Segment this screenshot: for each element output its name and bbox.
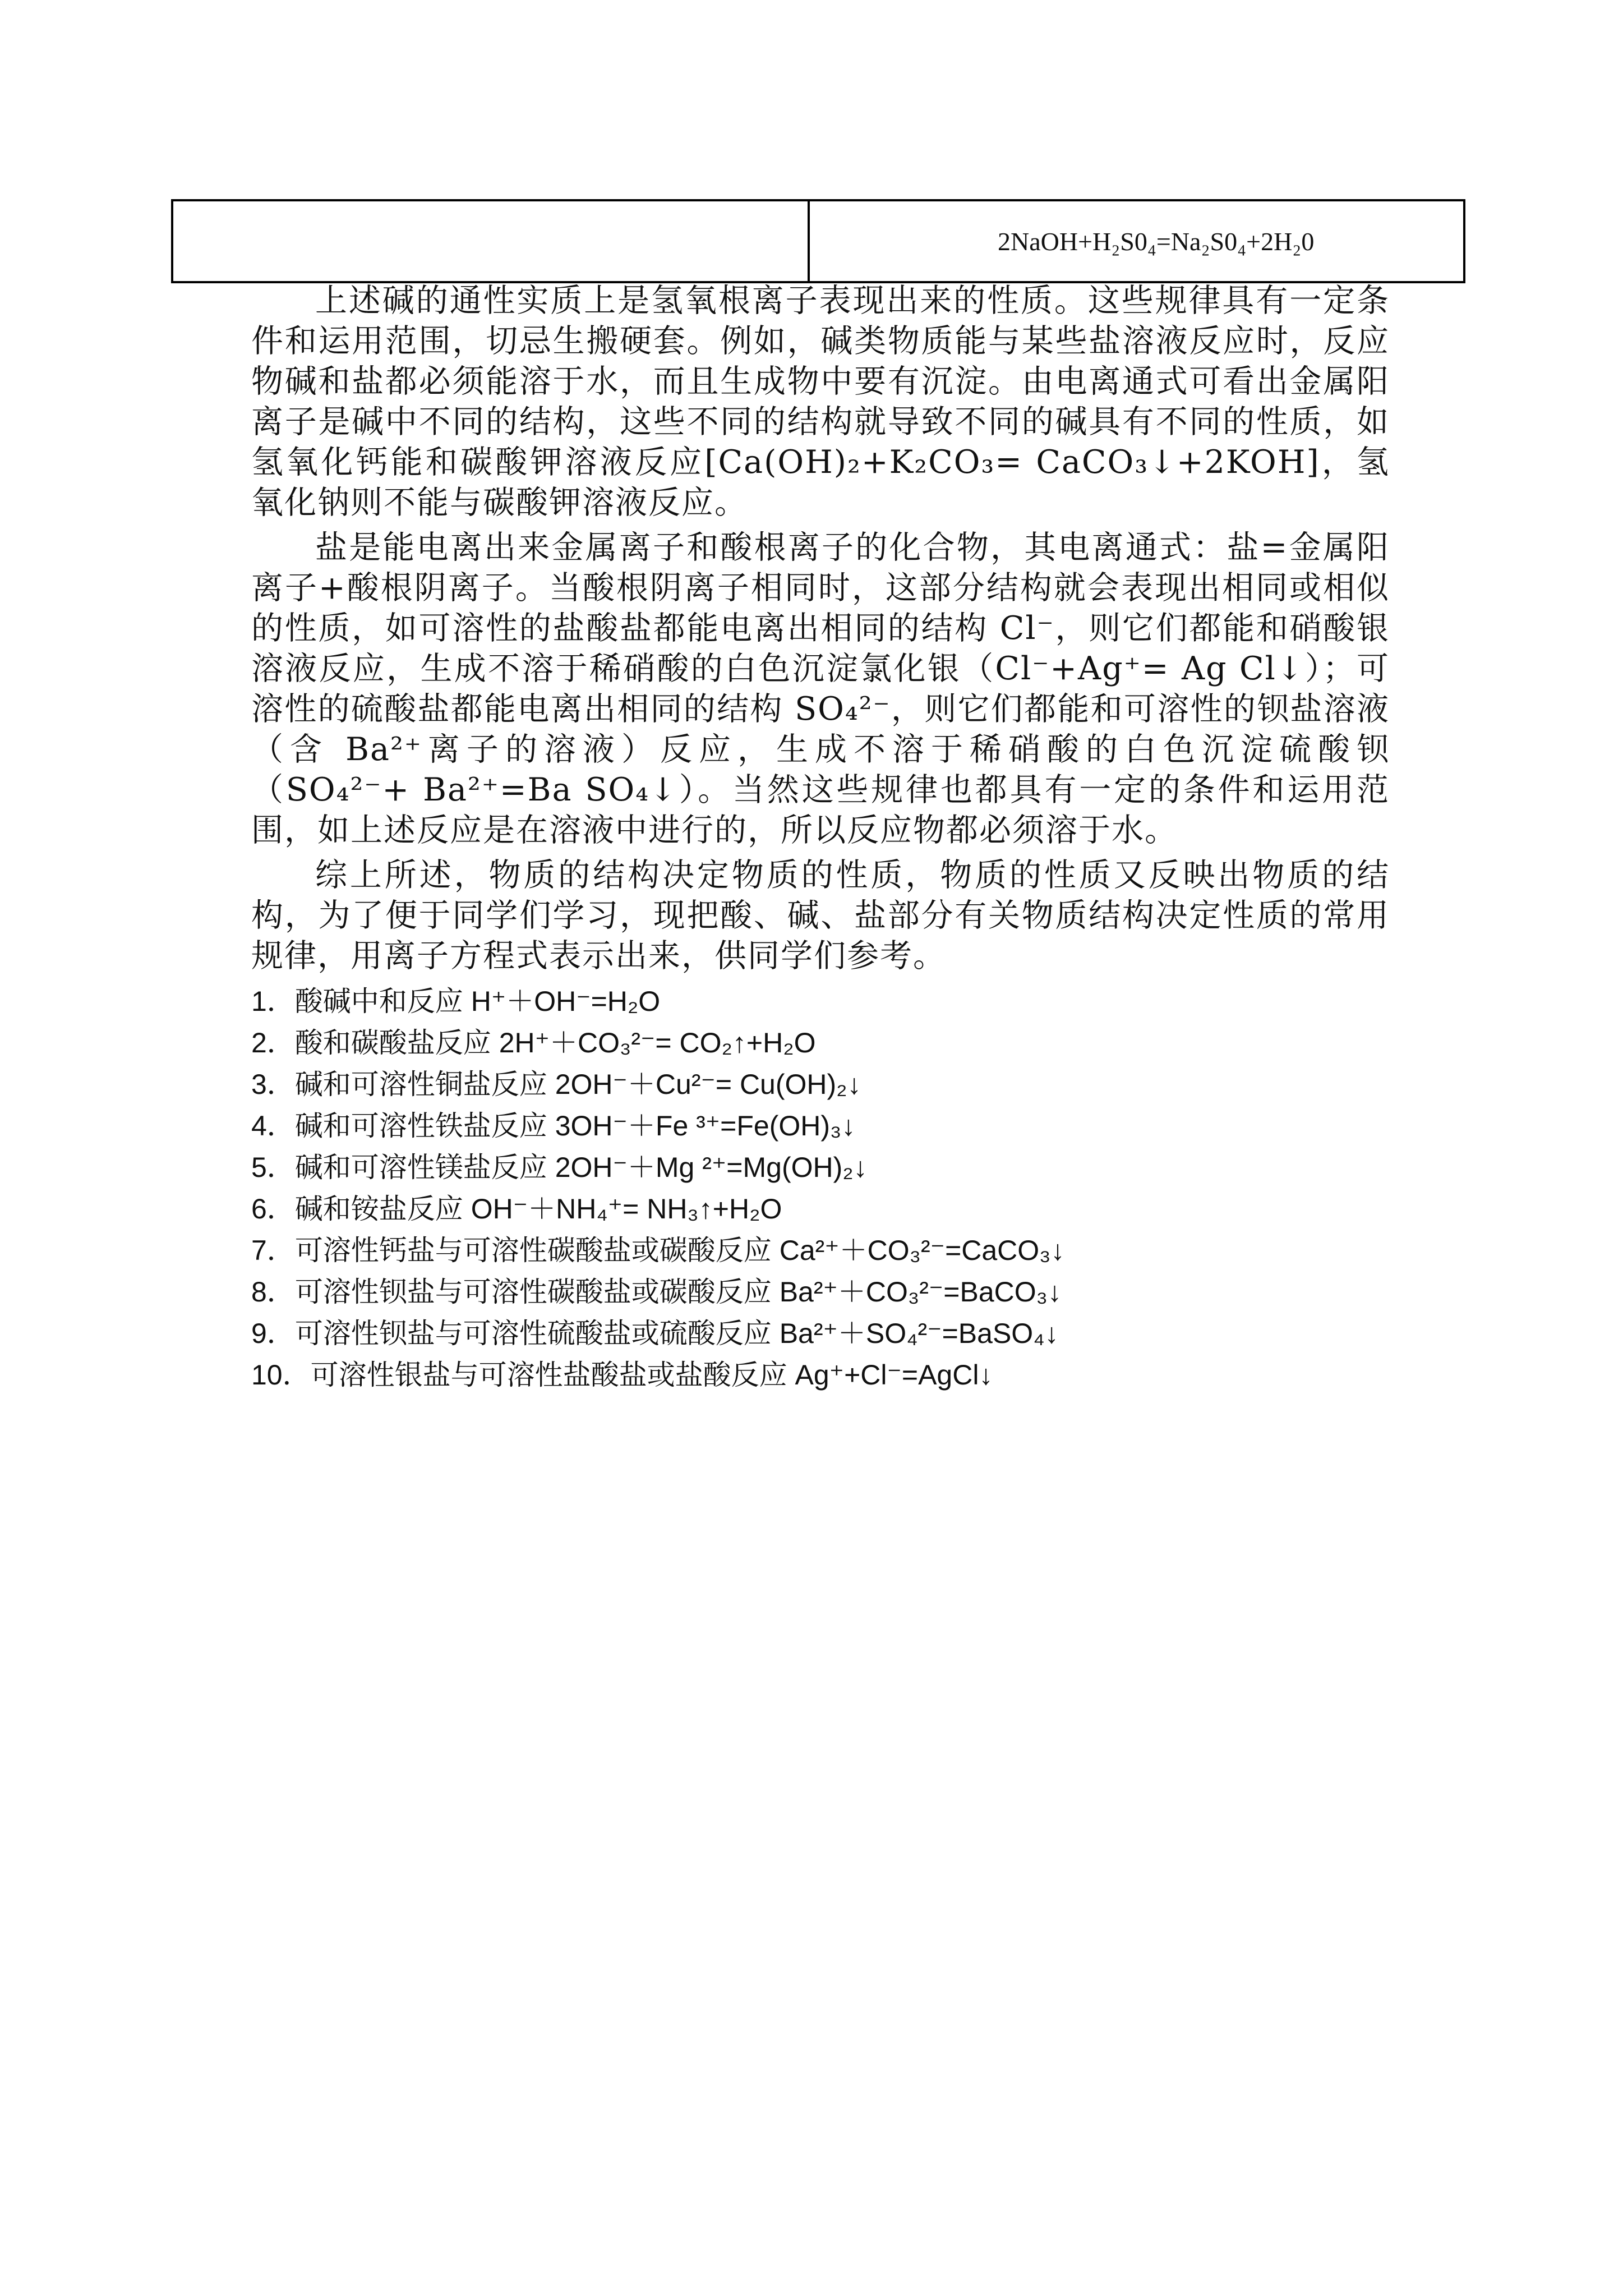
list-item: 7．可溶性钙盐与可溶性碳酸盐或碳酸反应 Ca²⁺＋CO₃²⁻=CaCO₃↓ <box>251 1234 1065 1267</box>
list-item: 5．碱和可溶性镁盐反应 2OH⁻＋Mg ²⁺=Mg(OH)₂↓ <box>251 1151 868 1184</box>
list-item: 3．碱和可溶性铜盐反应 2OH⁻＋Cu²⁻= Cu(OH)₂↓ <box>251 1068 861 1101</box>
list-item: 8．可溶性钡盐与可溶性碳酸盐或碳酸反应 Ba²⁺＋CO₃²⁻=BaCO₃↓ <box>251 1276 1062 1308</box>
table-cell-left <box>173 201 810 281</box>
list-item: 6．碱和铵盐反应 OH⁻＋NH₄⁺= NH₃↑+H₂O <box>251 1193 782 1225</box>
list-item: 9．可溶性钡盐与可溶性硫酸盐或硫酸反应 Ba²⁺＋SO₄²⁻=BaSO₄↓ <box>251 1317 1059 1350</box>
list-item: 2．酸和碳酸盐反应 2H⁺＋CO₃²⁻= CO₂↑+H₂O <box>251 1027 816 1059</box>
list-item: 10．可溶性银盐与可溶性盐酸盐或盐酸反应 Ag⁺+Cl⁻=AgCl↓ <box>251 1359 993 1391</box>
paragraph-summary: 综上所述，物质的结构决定物质的性质，物质的性质又反映出物质的结构，为了便于同学们学习，现把酸、碱、盐部分有关物质结构决定性质的常用规律，用离子方程式表示出来，供同学们参考。 <box>251 857 1390 974</box>
table-cell-equation: 2NaOH+H₂S0₄=Na₂S0₄+2H₂0 <box>998 227 1315 256</box>
list-item: 4．碱和可溶性铁盐反应 3OH⁻＋Fe ³⁺=Fe(OH)₃↓ <box>251 1110 856 1142</box>
table-fragment <box>171 199 1465 283</box>
paragraph-salt-properties: 盐是能电离出来金属离子和酸根离子的化合物，其电离通式：盐=金属阳离子+酸根阴离子。当酸根阴离子相同时，这部分结构就会表现出相同或相似的性质，如可溶性的盐酸盐都能电离出相同的结构 Cl⁻，则它们都能和硝酸银溶液反应，生成不溶于稀硝酸的白色沉淀氯化银（Cl⁻+Ag⁺= Ag Cl↓）；可溶性的硫酸盐都能电离出相同的结构 SO₄²⁻，则它们都能和可溶性的钡盐溶液（含 Ba²⁺离子的溶液）反应，生成不溶于稀硝酸的白色沉淀硫酸钡（SO₄²⁻+ Ba²⁺=Ba SO₄↓）。当然这些规律也都具有一定的条件和运用范围，如上述反应是在溶液中进行的，所以反应物都必须溶于水。 <box>251 529 1390 849</box>
paragraph-base-properties: 上述碱的通性实质上是氢氧根离子表现出来的性质。这些规律具有一定条件和运用范围，切忌生搬硬套。例如，碱类物质能与某些盐溶液反应时，反应物碱和盐都必须能溶于水，而且生成物中要有沉淀。由电离通式可看出金属阳离子是碱中不同的结构，这些不同的结构就导致不同的碱具有不同的性质，如氢氧化钙能和碳酸钾溶液反应[Ca(OH)₂+K₂CO₃= CaCO₃↓+2KOH]，氢氧化钠则不能与碳酸钾溶液反应。 <box>251 282 1390 521</box>
list-item: 1．酸碱中和反应 H⁺＋OH⁻=H₂O <box>251 985 661 1018</box>
reaction-list <box>251 981 1390 1396</box>
body-text <box>251 280 1390 1396</box>
